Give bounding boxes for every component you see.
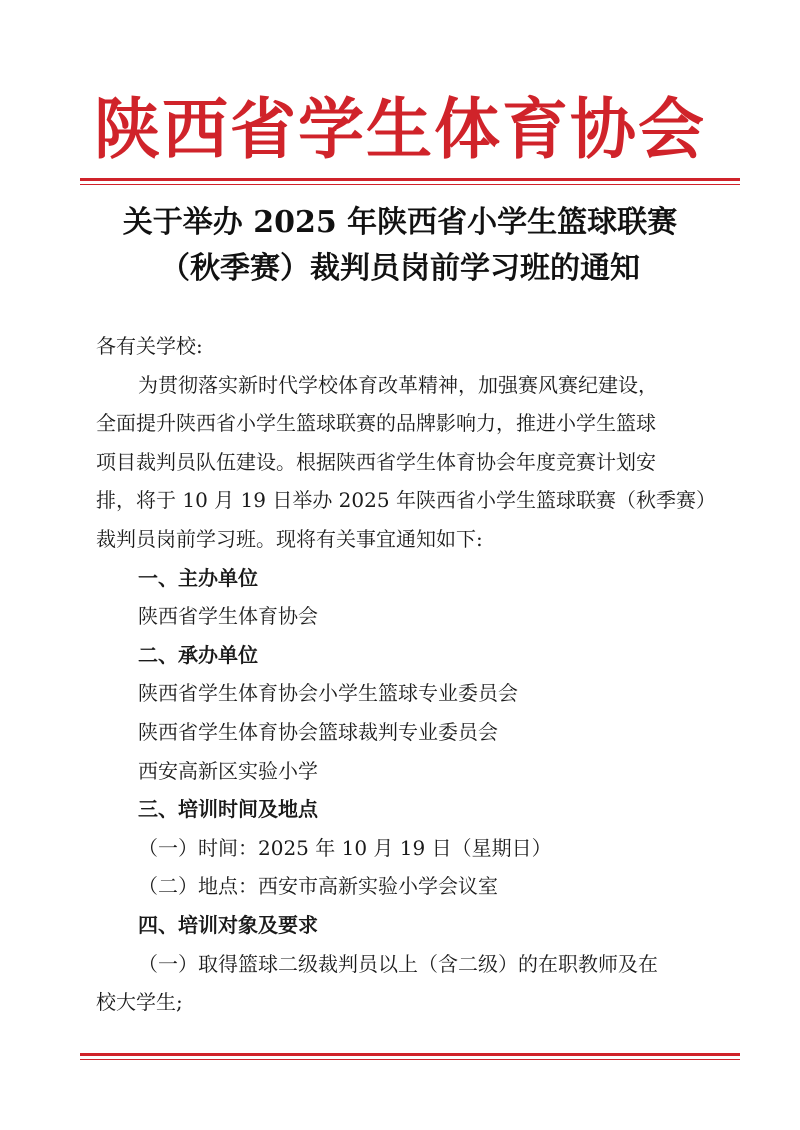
training-time: （一）时间：2025 年 10 月 19 日（星期日） xyxy=(138,835,552,860)
section-heading-participants: 四、培训对象及要求 xyxy=(138,912,318,937)
document-title xyxy=(0,200,800,292)
footer-rule-thin xyxy=(80,1059,740,1060)
host-item: 陕西省学生体育协会小学生篮球专业委员会 xyxy=(138,681,518,706)
document-body xyxy=(96,327,716,1022)
section-heading-host: 二、承办单位 xyxy=(138,642,258,667)
footer-rule-thick xyxy=(80,1053,740,1056)
host-item: 西安高新区实验小学 xyxy=(138,758,318,783)
intro-line: 全面提升陕西省小学生篮球联赛的品牌影响力，推进小学生篮球 xyxy=(96,411,656,436)
training-location: （二）地点：西安市高新实验小学会议室 xyxy=(138,874,498,899)
participant-requirement: （一）取得篮球二级裁判员以上（含二级）的在职教师及在 xyxy=(138,951,658,976)
participant-requirement: 校大学生; xyxy=(96,990,183,1015)
letterhead-rule-thin xyxy=(80,184,740,185)
salutation: 各有关学校: xyxy=(96,334,203,358)
organizer-item: 陕西省学生体育协会 xyxy=(138,604,318,629)
letterhead-rule-thick xyxy=(80,178,740,181)
host-item: 陕西省学生体育协会篮球裁判专业委员会 xyxy=(138,719,498,744)
org-letterhead-title: 陕西省学生体育协会 xyxy=(94,91,706,168)
section-heading-time-place: 三、培训时间及地点 xyxy=(138,797,318,822)
intro-line: 排，将于 10 月 19 日举办 2025 年陕西省小学生篮球联赛（秋季赛） xyxy=(96,488,716,513)
document-title-line-1: 关于举办 2025 年陕西省小学生篮球联赛 xyxy=(122,205,678,240)
intro-line: 裁判员岗前学习班。现将有关事宜通知如下: xyxy=(96,526,483,551)
intro-line: 项目裁判员队伍建设。根据陕西省学生体育协会年度竞赛计划安 xyxy=(96,449,656,474)
section-heading-organizer: 一、主办单位 xyxy=(138,565,258,590)
document-title-line-2: （秋季赛）裁判员岗前学习班的通知 xyxy=(160,251,640,286)
intro-line: 为贯彻落实新时代学校体育改革精神，加强赛风赛纪建设， xyxy=(138,372,658,397)
